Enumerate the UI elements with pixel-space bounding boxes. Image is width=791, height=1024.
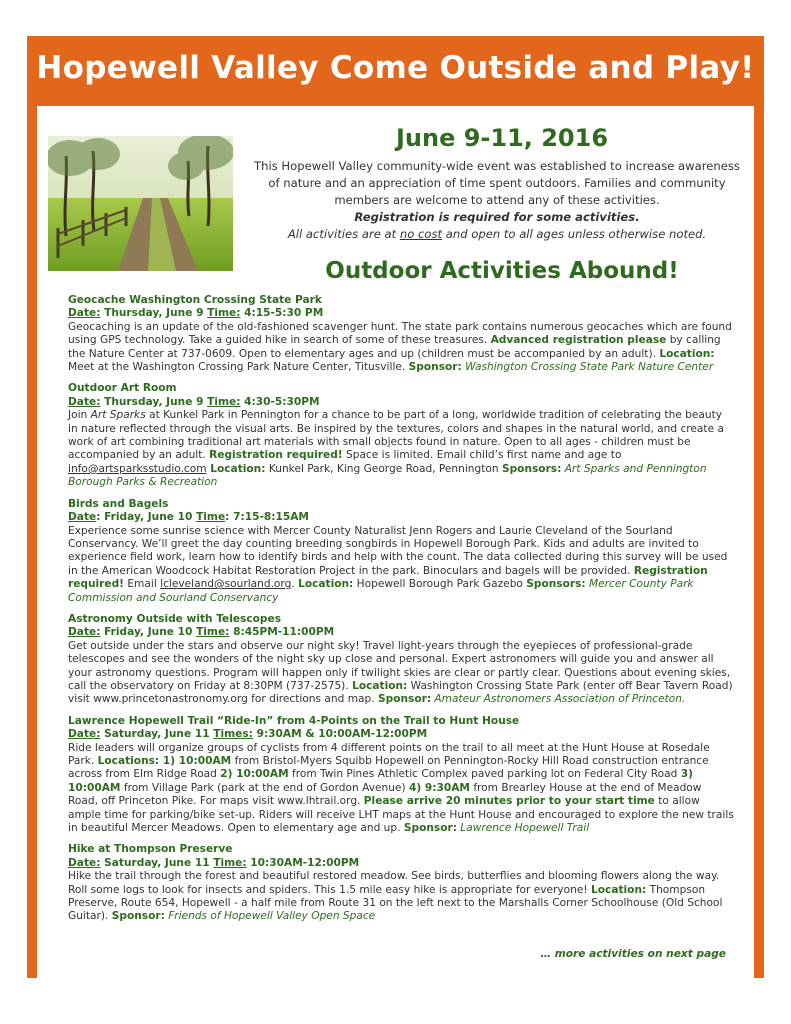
sponsor-label: Sponsors: [501,462,562,475]
desc-bold: Please arrive 20 minutes prior to your start time [363,795,655,808]
desc-bold: 4) 9:30AM [408,781,470,794]
date-label: Date [68,511,97,524]
location-value: Kunkel Park, King George Road, Pennington [265,462,502,475]
desc-text: at Kunkel Park in Pennington for a chance to be part of a long, worldwide tradition of celebrating the beauty in nature reflected through the visual arts. Be inspired by the textures, colors and shapes in the natural world, and create a work of art combining traditional art materials with small objects found in nature. Open to all ages - children must be accompanied by an adult. [68,409,724,462]
activity-description [68,640,734,707]
sponsor-label: Sponsors: [526,578,586,591]
activity-lht-ride-in [68,715,734,836]
sponsor-label: Sponsor: [403,822,457,835]
location-value: Meet at the Washington Crossing Park Nature Center, Titusville. [68,361,409,374]
date-label: Date: [68,626,101,639]
location-label: Location: [591,883,647,896]
registration-note: Registration is required for some activities. [354,210,640,224]
desc-bold: Registration required! [68,564,708,591]
location-value: Thompson Preserve, Route 654, Hopewell - a half mile from Route 31 on the left next to the Marshalls Corner Schoolhouse (Old School Guitar). [68,883,723,923]
desc-bold: 3) 10:00AM [68,768,693,794]
activity-name: Astronomy Outside with Telescopes [68,612,281,625]
time-value: 9:30AM & 10:00AM-12:00PM [252,728,428,741]
orange-frame [27,36,764,978]
sponsor-value: Mercer County Park Commission and Sourland Conservancy [68,578,694,604]
activity-thompson-hike [68,843,734,923]
desc-text: from Village Park (park at the end of Gordon Avenue) [120,781,409,794]
cost-note [247,226,747,243]
location-label: Location: [659,347,715,360]
activity-name: Outdoor Art Room [68,382,177,395]
desc-text: Hike the trail through the forest and beautiful restored meadow. See birds, butterflies and blooming flowers along the way. Roll some logs to look for insects and spiders. This 1.5 mile easy hike is appropriate for everyone! [68,870,720,896]
activity-when [68,728,734,741]
cost-note-no-cost: no cost [399,227,443,241]
date-value: Saturday, June 11 [100,728,214,741]
desc-text: Geocaching is an update of the old-fashioned scavenger hunt. The state park contains numerous geocaches which are found using GPS technology. Take a guided hike in search of some of these treasures. [68,320,732,347]
date-value: Saturday, June 11 [100,856,214,869]
banner-title: Hopewell Valley Come Outside and Play! [36,50,755,86]
date-value: Thursday, June 9 [100,395,208,408]
location-label: Location: [206,462,266,475]
desc-text: from Twin Pines Athletic Complex paved parking lot on Federal City Road [288,768,681,781]
date-label: Date: [68,395,101,408]
sponsor-value: Art Sparks and Pennington Borough Parks & Recreation [68,462,707,489]
time-value: : 7:15-8:15AM [225,511,309,524]
desc-text: from Bristol-Myers Squibb Hopewell on Pennington-Rocky Hill Road construction entrance across from Elm Ridge Road [68,755,709,781]
more-activities-note: … more activities on next page [540,948,726,960]
activity-geocache [68,294,734,374]
trail-photo-graphic [48,136,233,271]
activity-when [68,626,734,639]
time-value: 8:45PM-11:00PM [229,626,335,639]
desc-text: Get outside under the stars and observe our night sky! Travel light-years through the eyepieces of professional-grade telescopes and see the wonders of the night sky up close and personal. Expert astronomers will guide you and answer all your astronomy questions. Program will happen only if twilight skies are clear or partly clear. Questions about evening skies, call the observatory on Friday at 8:30PM (737-2575). [68,639,731,692]
time-label: Time: [207,395,241,408]
desc-bold: Advanced registration please [490,334,667,347]
email-link[interactable]: info@artsparksstudio.com [68,462,207,475]
location-label: Location: [352,679,408,692]
location-value: Hopewell Borough Park Gazebo [353,578,527,591]
content-panel [37,106,754,978]
sponsor-label: Sponsor: [408,361,462,374]
activity-description [68,321,734,375]
desc-text: to allow ample time for parking/bike set-up. Riders will receive LHT maps at the Hunt House and encouraged to explore the new trails in beautiful Mercer Meadows. Open to elementary age and up. [68,795,734,835]
sponsor-label: Sponsor: [377,693,432,706]
trail-photo [48,136,233,271]
cost-note-post: and open to all ages unless otherwise noted. [442,227,707,241]
date-label: Date: [68,307,101,320]
event-date: June 9-11, 2016 [395,124,609,152]
time-label: Time: [196,626,230,639]
activity-name: Birds and Bagels [68,497,169,510]
date-label: Date: [68,728,101,741]
time-label: Time: [207,307,241,320]
desc-text: Space is limited. Email child’s first name and age to [342,449,622,462]
activity-description [68,742,734,836]
sponsor-value: Lawrence Hopewell Trail [456,822,590,835]
desc-text: . [291,578,299,591]
activity-art-room [68,382,734,489]
activity-name: Lawrence Hopewell Trail “Ride-In” from 4-Points on the Trail to Hunt House [68,714,520,727]
activities-list [68,294,734,932]
time-label: Time: [213,856,247,869]
sponsor-label: Sponsor: [111,910,165,923]
location-label: Locations: 1) 10:00AM [97,755,232,767]
desc-text: Ride leaders will organize groups of cyclists from 4 different points on the trail to all meet at the Hunt House at Rosedale Park. [68,741,710,767]
date-value: Thursday, June 9 [100,307,208,320]
time-label: Time [196,511,226,524]
activity-when [68,857,734,870]
desc-bold: Registration required! [209,449,343,462]
sponsor-value: Washington Crossing State Park Nature Center [461,361,714,374]
activity-when [68,396,734,409]
desc-text: from Brearley House at the end of Meadow Road, off Princeton Pike. For maps visit www.lhtrail.org. [68,781,702,808]
activity-description [68,870,734,924]
date-label: Date: [68,856,101,869]
activity-when [68,307,734,320]
date-value: Friday, June 10 [100,626,197,639]
section-title: Outdoor Activities Abound! [325,258,679,284]
time-value: 10:30AM-12:00PM [246,856,360,869]
desc-text: Experience some sunrise science with Mercer County Naturalist Jenn Rogers and Laurie Cleveland of the Sourland Conservancy. We’ll greet the day counting breeding songbirds in Hopewell Borough Park. Kids and adults are invited to experience field work, learn how to identify birds and help with the count. The data collected during this survey will be used in the American Woodcock Habitat Restoration Project in the park. Binoculars and bagels will be provided. [68,524,728,577]
desc-text: Join [68,409,91,422]
sponsor-value: Friends of Hopewell Valley Open Space [164,910,376,923]
desc-italic: Art Sparks [90,409,146,422]
activity-birds-bagels [68,498,734,605]
desc-bold: 2) 10:00AM [220,768,289,781]
desc-text: Email [124,578,161,591]
intro-text [247,158,747,243]
activity-name: Hike at Thompson Preserve [68,843,233,856]
date-value: : Friday, June 10 [96,511,197,524]
desc-text: by calling the Nature Center at 737-0609. Open to elementary ages and up (children must be accompanied by an adult). [68,334,721,360]
activity-description [68,525,734,605]
time-value: 4:15-5:30 PM [240,307,324,320]
time-value: 4:30-5:30PM [240,395,320,408]
cost-note-pre: All activities are at [287,227,400,241]
activity-name: Geocache Washington Crossing State Park [68,294,322,306]
activity-astronomy [68,613,734,707]
intro-description: This Hopewell Valley community-wide event was established to increase awareness of nature and an appreciation of time spent outdoors. Families and community members are welcome to attend any of these activities. [254,159,740,207]
sponsor-value: Amateur Astronomers Association of Princeton. [431,693,686,706]
location-label: Location: [298,578,354,591]
time-label: Times: [213,728,253,741]
activity-when [68,511,734,524]
location-value: Washington Crossing State Park (enter off Bear Tavern Road) visit www.princetonastronomy.org for directions and map. [68,679,733,706]
activity-description [68,409,734,489]
email-link[interactable]: lcleveland@sourland.org [160,578,292,591]
